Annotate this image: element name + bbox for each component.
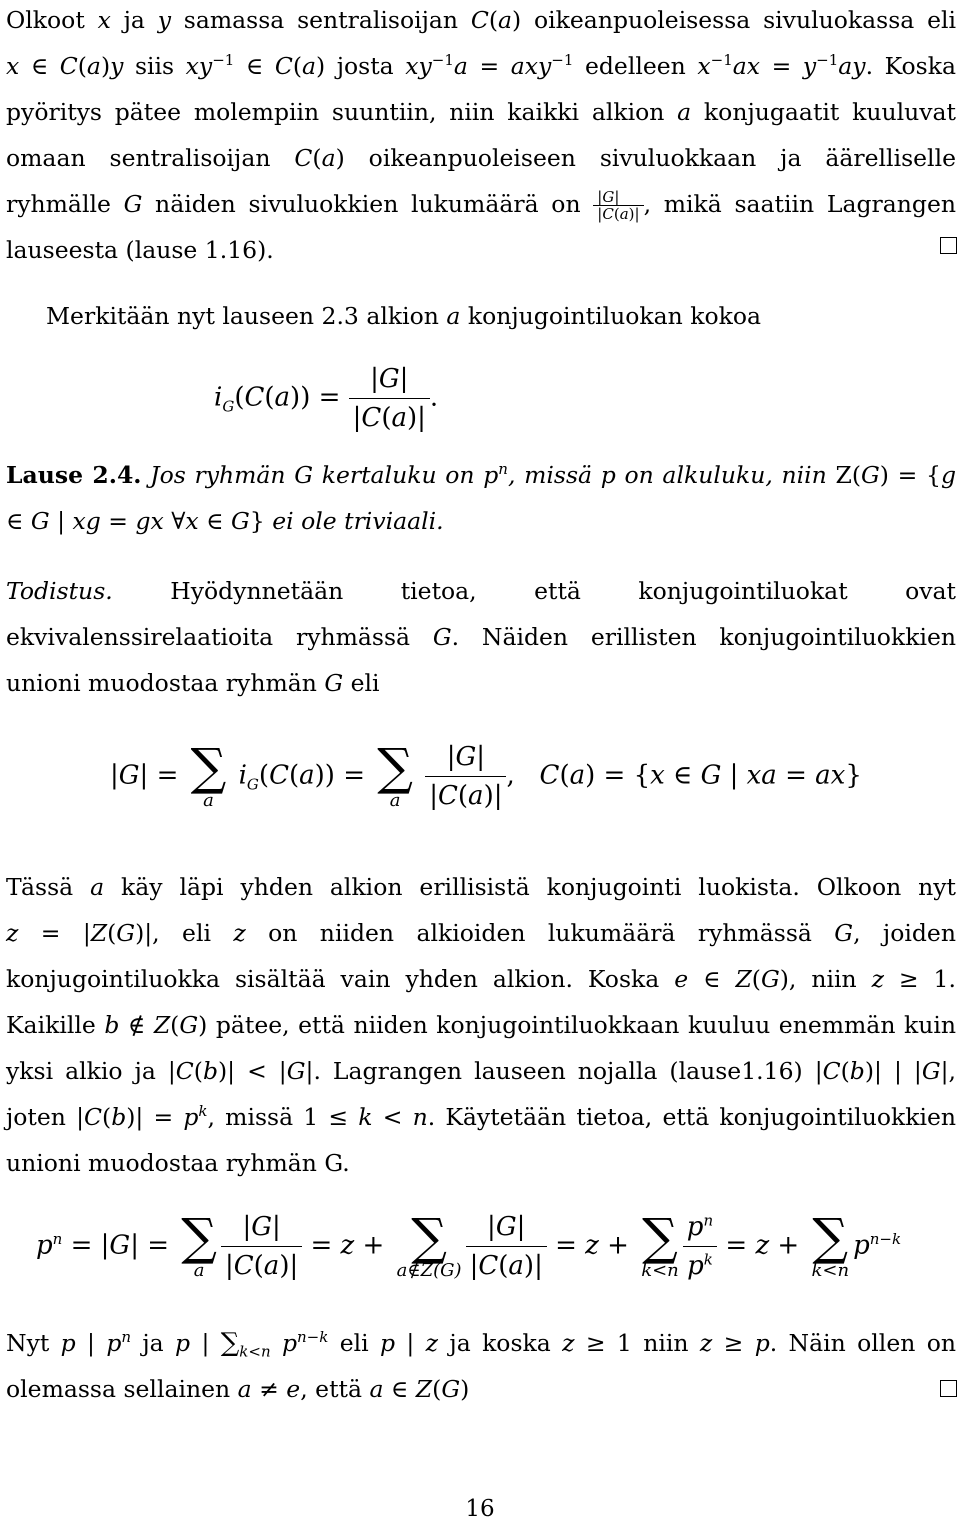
text: Kaikille (6, 1011, 105, 1039)
text: niin (631, 1329, 700, 1357)
text: ei ole triviaali. (264, 507, 444, 535)
paragraph-center-argument: Tässä a käy läpi yhden alkion erillisistä konjugointi luokista. Olkoon nyt z = |Z(G)|, eli z on niiden alkioiden lukumäärä ryhmässä G, joiden konjugointiluokka sisältää vain yhden alkion. Koska e ∈ Z(G), niin z ≥ 1. Kaikille b ∉ Z(G) pätee, että niiden konjugointiluokkaan kuuluu enemmän kuin yksi alkio ja |C(b)| < |G|. Lagrangen lauseen nojalla (lause1.16) |C(b)| | |G|, joten $|C(b)| = p^k$, missä 1 ≤ k < n. Käytetään tietoa, että konjugointiluokkien unioni muodostaa ryhmän G. (6, 873, 957, 1177)
text: . Näin ollen on olemassa sellainen (6, 1329, 956, 1403)
text: , missä (507, 461, 601, 489)
qed-symbol (940, 237, 957, 254)
text: ja (131, 1329, 176, 1357)
text: , niin (788, 965, 872, 993)
proof-title: Todistus. (6, 577, 113, 605)
text: siis (123, 52, 186, 80)
text: konjugaatit kuuluvat omaan sentralisoijan (6, 98, 956, 172)
lemma-title: Lause 2.4. (6, 461, 142, 489)
text: samassa sentralisoijan (171, 6, 471, 34)
paragraph-conjugate-proof: Olkoot x ja y samassa sentralisoijan C(a) oikeanpuoleisessa sivuluokassa eli x ∈ C(a)y siis $xy^{-1}$ ∈ C(a) josta $xy^{-1}a = axy^{-1}$ edelleen $x^{-1}ax = y^{-1}ay$. Koska pyöritys pätee molempiin suuntiin, niin kaikki alkion a konjugaatit kuuluvat omaan sentralisoijan C(a) oikeanpuoleiseen sivuluokkaan ja äärelliselle ryhmälle G näiden sivuluokkien lukumäärä on $\frac{|G|}{|C(a)|}$ , mikä saatiin Lagrangen lauseesta (lause 1.16). (6, 6, 957, 264)
text: oikeanpuoleiseen sivuluokkaan ja äärelliselle ryhmälle (6, 144, 956, 218)
equation-class-sum: |G| = ∑ a $i_G(C(a))$ = ∑ a $\frac{|G|}{|C(a)|}$ , C(a) = {x ∈ G | xa = ax} (110, 738, 862, 815)
text: konjugointiluokan kokoa (460, 302, 762, 330)
text: Jos ryhmän (141, 461, 295, 489)
text: , missä (207, 1103, 304, 1131)
equation-order-sum: $p^n = |G|$ = ∑ a $\frac{|G|}{|C(a)|}$ = z + ∑ a∉Z(G) $\frac{|G|}{|C(a)|}$ = z + ∑ k<n $\frac{p^n}{p^k}$ = z + ∑ k<n $p^{n-k}$ (36, 1208, 901, 1285)
text: käy läpi yhden alkion erillisistä konjugointi luokista. Olkoon nyt (104, 873, 957, 901)
text: , joten (6, 1057, 956, 1131)
text: pätee, että niiden konjugointiluokkaan kuuluu enemmän kuin yksi alkio ja (6, 1011, 957, 1085)
text: . Käytetään tietoa, että konjugointiluokkien unioni muodostaa ryhmän G. (6, 1103, 957, 1177)
paragraph-index-definition: Merkitään nyt lauseen 2.3 alkion a konjugointiluokan kokoa (46, 302, 762, 330)
text: on alkuluku, niin (615, 461, 836, 489)
text: Olkoot (6, 6, 98, 34)
lemma-2-4: Lause 2.4. Jos ryhmän G kertaluku on $p^n$, missä p on alkuluku, niin Z(G) = {g ∈ G | xg = gx ∀x ∈ G} ei ole triviaali. (6, 460, 957, 535)
page-number: 16 (465, 1496, 495, 1522)
text: . Näiden erillisten konjugointiluokkien unioni muodostaa ryhmän (6, 623, 956, 697)
text: on niiden alkioiden lukumäärä ryhmässä (245, 919, 835, 947)
paragraph-conclusion: Nyt p | $p^n$ ja p | $\sum_{k<n}$ $p^{n-k}$ eli p | z ja koska z ≥ 1 niin z ≥ p. Näin ollen on olemassa sellainen a ≠ e, että a ∈ Z(G) (6, 1328, 956, 1403)
text: . Lagrangen lauseen nojalla (lause1.16) (313, 1057, 815, 1085)
text: eli (343, 669, 380, 697)
text: Nyt (6, 1329, 61, 1357)
text: josta (325, 52, 406, 80)
proof-start: Todistus. Hyödynnetään tietoa, että konjugointiluokat ovat ekvivalenssirelaatioita ryhmässä G. Näiden erillisten konjugointiluokkien unioni muodostaa ryhmän G eli (6, 577, 956, 697)
text: Tässä (6, 873, 91, 901)
text: ja (110, 6, 158, 34)
text: oikeanpuoleisessa sivuluokassa eli (521, 6, 957, 34)
text: ja koska (438, 1329, 563, 1357)
text: Merkitään nyt lauseen 2.3 alkion (46, 302, 447, 330)
qed-symbol (940, 1380, 957, 1397)
text: Hyödynnetään tietoa, että konjugointiluokat ovat ekvivalenssirelaatioita ryhmässä (6, 577, 956, 651)
text: näiden sivuluokkien lukumäärä on (142, 190, 594, 218)
text: kertaluku on (313, 461, 484, 489)
equation-index: $i_G(C(a))$ = $\frac{|G|}{|C(a)|}$ . (214, 360, 438, 437)
fraction-index: $\frac{|G|}{|C(a)|}$ (593, 189, 643, 222)
text: eli (328, 1329, 380, 1357)
text: , joiden konjugointiluokka sisältää vain yhden alkion. Koska (6, 919, 956, 993)
text: edelleen (573, 52, 698, 80)
text: , mikä saatiin Lagrangen lauseesta (lause 1.16). (6, 190, 956, 264)
text: , että (300, 1375, 370, 1403)
text: , eli (152, 919, 234, 947)
text: Koska pyöritys pätee molempiin suuntiin, niin kaikki alkion (6, 52, 956, 126)
